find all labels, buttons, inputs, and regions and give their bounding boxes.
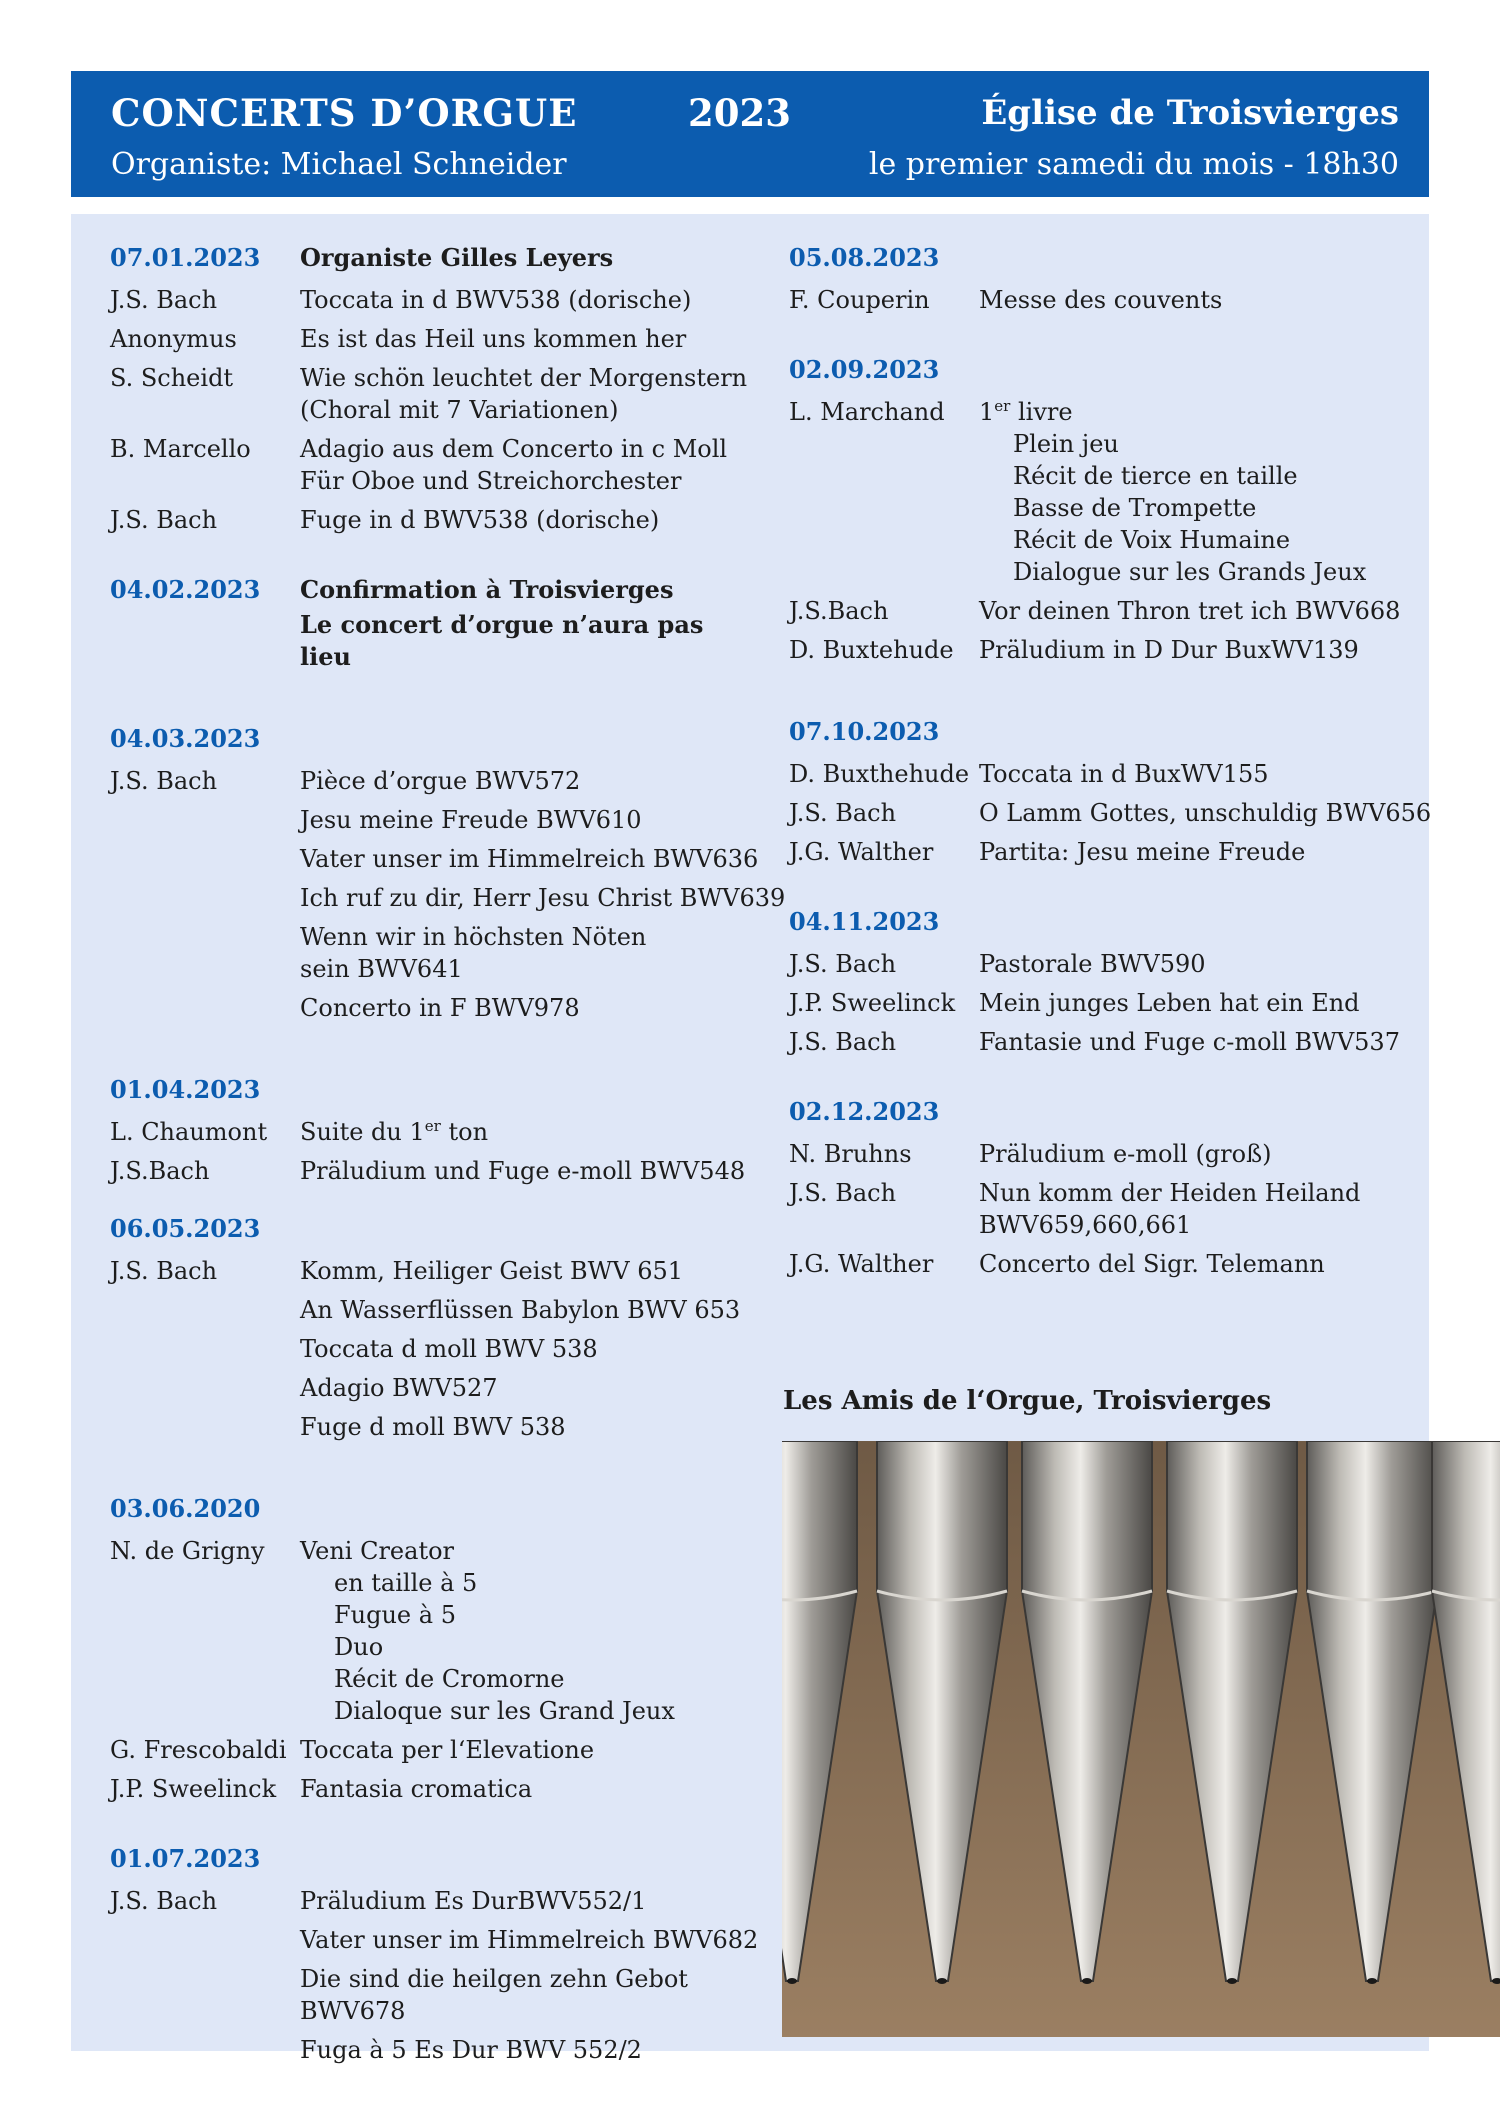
work-title: [979, 1177, 1429, 1241]
program-row: [789, 758, 1429, 790]
work-title: [300, 843, 760, 875]
work-line: Pastorale BWV590: [979, 950, 1206, 978]
composer-name: F. Couperin: [789, 286, 930, 314]
work-line: Fantasia cromatica: [300, 1775, 533, 1803]
movement-line: Récit de Voix Humaine: [1013, 526, 1291, 554]
organist-label: Organiste: Michael Schneider: [111, 147, 567, 182]
program-row: [110, 804, 760, 836]
program-row: [110, 921, 760, 985]
work-line: Die sind die heilgen zehn Gebot: [300, 1965, 688, 1993]
program-row: [110, 1924, 760, 1956]
concert-date: 01.07.2023: [110, 1844, 261, 1873]
work-title: [979, 1248, 1429, 1280]
work-line: Concerto del Sigr. Telemann: [979, 1250, 1325, 1278]
concert-date: 04.02.2023: [110, 575, 261, 604]
composer-name: J.P. Sweelinck: [789, 989, 956, 1017]
work-line: An Wasserflüssen Babylon BWV 653: [300, 1296, 741, 1324]
work-line: Für Oboe und Streichorchester: [300, 467, 682, 495]
concert-date: 05.08.2023: [789, 243, 940, 272]
composer-name: N. de Grigny: [110, 1537, 265, 1565]
program-row: [110, 765, 760, 797]
work-title: [300, 1294, 760, 1326]
program-row: [110, 1535, 760, 1727]
movement-line: Dialogue sur les Grands Jeux: [1013, 558, 1367, 586]
work-line: Partita: Jesu meine Freude: [979, 838, 1306, 866]
work-title: [300, 992, 760, 1024]
concert-date: 07.10.2023: [789, 717, 940, 746]
program-row: [110, 1734, 760, 1766]
concert-notice: Confirmation à Troisvierges: [300, 575, 674, 604]
work-line: Präludium in D Dur BuxWV139: [979, 636, 1359, 664]
composer-name: [110, 921, 300, 985]
composer-name: [110, 2034, 300, 2066]
organ-pipes-photo: [782, 1441, 1500, 2037]
work-title: [979, 284, 1429, 316]
work-line: Wie schön leuchtet der Morgenstern: [300, 364, 748, 392]
composer-name: J.S.Bach: [789, 597, 889, 625]
work-title: [300, 1734, 760, 1766]
composer-name: N. Bruhns: [789, 1140, 912, 1168]
work-line: Vor deinen Thron tret ich BWV668: [979, 597, 1401, 625]
work-line: Präludium Es DurBWV552/1: [300, 1887, 647, 1915]
work-line: Nun komm der Heiden Heiland: [979, 1179, 1361, 1207]
program-row: [789, 1248, 1429, 1280]
composer-name: [110, 1372, 300, 1404]
work-title: [300, 2034, 760, 2066]
work-title: [979, 758, 1429, 790]
work-title: [300, 804, 760, 836]
header-banner: [71, 71, 1429, 197]
program-row: [110, 1116, 760, 1148]
concert-title: Organiste Gilles Leyers: [300, 243, 614, 272]
work-title: [979, 634, 1429, 666]
program-column-left: [110, 238, 786, 2066]
ordinal-superscript: er: [994, 397, 1011, 415]
venue-label: Église de Troisvierges: [981, 93, 1399, 133]
program-row: [110, 1155, 760, 1187]
work-line: Fuge d moll BWV 538: [300, 1413, 566, 1441]
concert-date: 02.09.2023: [789, 355, 940, 384]
composer-name: J.G. Walther: [789, 1250, 934, 1278]
composer-name: Anonymus: [110, 325, 237, 353]
work-line: Fuga à 5 Es Dur BWV 552/2: [300, 2036, 642, 2064]
program-row: [789, 1138, 1429, 1170]
composer-name: [110, 1411, 300, 1443]
composer-name: [110, 882, 300, 914]
work-line: Adagio aus dem Concerto in c Moll: [300, 435, 728, 463]
concert-date: 04.03.2023: [110, 724, 261, 753]
concert-entry: [110, 1070, 760, 1187]
concert-entry: [789, 238, 1429, 316]
work-line: Concerto in F BWV978: [300, 994, 580, 1022]
work-title: [300, 1411, 760, 1443]
movement-line: Récit de tierce en taille: [1013, 462, 1298, 490]
movement-line: Récit de Cromorne: [334, 1665, 565, 1693]
work-line: Pièce d’orgue BWV572: [300, 767, 581, 795]
work-title: [300, 1885, 760, 1917]
program-row: [110, 1411, 760, 1443]
work-text: livre: [1010, 398, 1073, 426]
work-title: [300, 1963, 760, 2027]
work-title: [300, 882, 785, 914]
work-line: Präludium e-moll (groß): [979, 1140, 1272, 1168]
program-row: [110, 2034, 760, 2066]
composer-name: [110, 1963, 300, 2027]
composer-name: J.S. Bach: [789, 1028, 897, 1056]
work-title: [300, 765, 760, 797]
program-row: [110, 882, 786, 914]
program-row: [110, 323, 760, 355]
composer-name: [110, 1294, 300, 1326]
work-line: Ich ruf zu dir, Herr Jesu Christ BWV639: [300, 884, 786, 912]
work-title: [300, 1372, 760, 1404]
program-row: [110, 992, 760, 1024]
program-row: [789, 1177, 1429, 1241]
composer-name: J.S. Bach: [110, 1257, 218, 1285]
program-row: [789, 634, 1429, 666]
work-title: [979, 396, 1429, 588]
schedule-label: le premier samedi du mois - 18h30: [868, 147, 1399, 182]
page-title: CONCERTS D’ORGUE: [111, 91, 578, 135]
work-title: [300, 284, 760, 316]
work-text: ton: [440, 1118, 489, 1146]
program-column-right: [789, 238, 1432, 1280]
program-row: [110, 1885, 760, 1917]
work-title: [979, 797, 1431, 829]
composer-name: L. Marchand: [789, 398, 945, 426]
composer-name: D. Buxtehude: [789, 636, 954, 664]
work-line: Mein junges Leben hat ein End: [979, 989, 1360, 1017]
work-line: Toccata in d BWV538 (dorische): [300, 286, 692, 314]
program-row: [110, 843, 760, 875]
work-title: [300, 323, 760, 355]
work-title: [300, 1924, 760, 1956]
composer-name: J.S. Bach: [110, 286, 218, 314]
composer-name: [110, 804, 300, 836]
work-title: [300, 1155, 760, 1187]
movement-line: en taille à 5: [334, 1569, 478, 1597]
work-title: [300, 433, 760, 497]
work-line: sein BWV641: [300, 955, 463, 983]
concert-entry: [789, 350, 1429, 666]
concert-entry: [110, 570, 760, 673]
program-row: [789, 948, 1429, 980]
work-line: Toccata per l‘Elevatione: [300, 1736, 595, 1764]
composer-name: J.S. Bach: [110, 1887, 218, 1915]
movement-line: Basse de Trompette: [1013, 494, 1257, 522]
concert-entry: [110, 1489, 760, 1805]
concert-date: 06.05.2023: [110, 1214, 261, 1243]
year-label: 2023: [688, 91, 791, 135]
program-row: [789, 396, 1429, 588]
work-title: [300, 1116, 760, 1148]
work-title: [979, 595, 1429, 627]
composer-name: J.S. Bach: [789, 950, 897, 978]
program-row: [110, 1372, 760, 1404]
program-row: [110, 1294, 760, 1326]
work-line: BWV659,660,661: [979, 1211, 1192, 1239]
composer-name: [110, 1333, 300, 1365]
work-title: [979, 987, 1429, 1019]
work-line: Jesu meine Freude BWV610: [300, 806, 642, 834]
program-row: [110, 433, 760, 497]
composer-name: J.S. Bach: [110, 506, 218, 534]
concert-entry: [110, 238, 760, 536]
work-line: (Choral mit 7 Variationen): [300, 396, 619, 424]
concert-entry: [110, 1209, 760, 1443]
concert-date: 03.06.2020: [110, 1494, 261, 1523]
program-row: [110, 504, 760, 536]
composer-name: J.S.Bach: [110, 1157, 210, 1185]
composer-name: B. Marcello: [110, 435, 251, 463]
program-row: [789, 595, 1429, 627]
movement-line: Duo: [334, 1633, 384, 1661]
composer-name: J.S. Bach: [789, 1179, 897, 1207]
composer-name: D. Buxthehude: [789, 760, 970, 788]
work-title: [300, 362, 760, 426]
movement-line: Fugue à 5: [334, 1601, 456, 1629]
concert-entry: [110, 1839, 760, 2066]
composer-name: [110, 992, 300, 1024]
work-title: [979, 1026, 1429, 1058]
ordinal-superscript: er: [424, 1117, 441, 1135]
program-row: [110, 284, 760, 316]
work-title: [979, 836, 1429, 868]
composer-name: S. Scheidt: [110, 364, 234, 392]
work-line: Vater unser im Himmelreich BWV682: [300, 1926, 759, 1954]
movement-line: Dialoque sur les Grand Jeux: [334, 1697, 675, 1725]
concert-date: 07.01.2023: [110, 243, 261, 272]
work-line: Toccata in d BuxWV155: [979, 760, 1269, 788]
work-title: [300, 1535, 760, 1727]
work-text: Suite du 1: [300, 1118, 425, 1146]
composer-name: [110, 1924, 300, 1956]
work-title: [300, 1255, 760, 1287]
work-line: Komm, Heiliger Geist BWV 651: [300, 1257, 684, 1285]
concert-date: 02.12.2023: [789, 1097, 940, 1126]
concert-entry: [789, 902, 1429, 1058]
program-row: [789, 797, 1432, 829]
work-line: Es ist das Heil uns kommen her: [300, 325, 687, 353]
work-line: Wenn wir in höchsten Nöten: [300, 923, 647, 951]
organ-pipes-image: [782, 1441, 1500, 2037]
concert-notice: Le concert d’orgue n’aura pas lieu: [300, 610, 704, 671]
work-line: Veni Creator: [300, 1537, 455, 1565]
work-line: BWV678: [300, 1997, 406, 2025]
composer-name: J.P. Sweelinck: [110, 1775, 277, 1803]
work-line: Fuge in d BWV538 (dorische): [300, 506, 660, 534]
work-title: [300, 921, 760, 985]
work-title: [300, 1773, 760, 1805]
work-line: O Lamm Gottes, unschuldig BWV656: [979, 799, 1432, 827]
program-row: [789, 1026, 1429, 1058]
work-line: Vater unser im Himmelreich BWV636: [300, 845, 759, 873]
concert-date: 04.11.2023: [789, 907, 940, 936]
composer-name: L. Chaumont: [110, 1118, 268, 1146]
work-text: 1: [979, 398, 995, 426]
concert-entry: [789, 712, 1432, 868]
program-row: [789, 836, 1429, 868]
work-line: Fantasie und Fuge c-moll BWV537: [979, 1028, 1400, 1056]
work-line: Messe des couvents: [979, 286, 1223, 314]
concert-entry: [110, 719, 786, 1024]
program-row: [110, 1255, 760, 1287]
composer-name: J.S. Bach: [789, 799, 897, 827]
program-row: [789, 284, 1429, 316]
work-title: [300, 504, 760, 536]
movement-line: Plein jeu: [1013, 430, 1119, 458]
program-row: [110, 362, 760, 426]
program-row: [110, 1963, 760, 2027]
program-row: [110, 1773, 760, 1805]
composer-name: J.G. Walther: [789, 838, 934, 866]
work-title: [300, 1333, 760, 1365]
program-row: [110, 1333, 760, 1365]
program-row: [789, 987, 1429, 1019]
composer-name: J.S. Bach: [110, 767, 218, 795]
photo-caption: Les Amis de l‘Orgue, Troisvierges: [783, 1386, 1272, 1416]
composer-name: G. Frescobaldi: [110, 1736, 287, 1764]
work-title: [979, 948, 1429, 980]
composer-name: [110, 843, 300, 875]
concert-date: 01.04.2023: [110, 1075, 261, 1104]
work-title: [979, 1138, 1429, 1170]
work-line: Toccata d moll BWV 538: [300, 1335, 598, 1363]
work-line: Adagio BWV527: [300, 1374, 498, 1402]
concert-entry: [789, 1092, 1429, 1280]
work-line: Präludium und Fuge e-moll BWV548: [300, 1157, 746, 1185]
